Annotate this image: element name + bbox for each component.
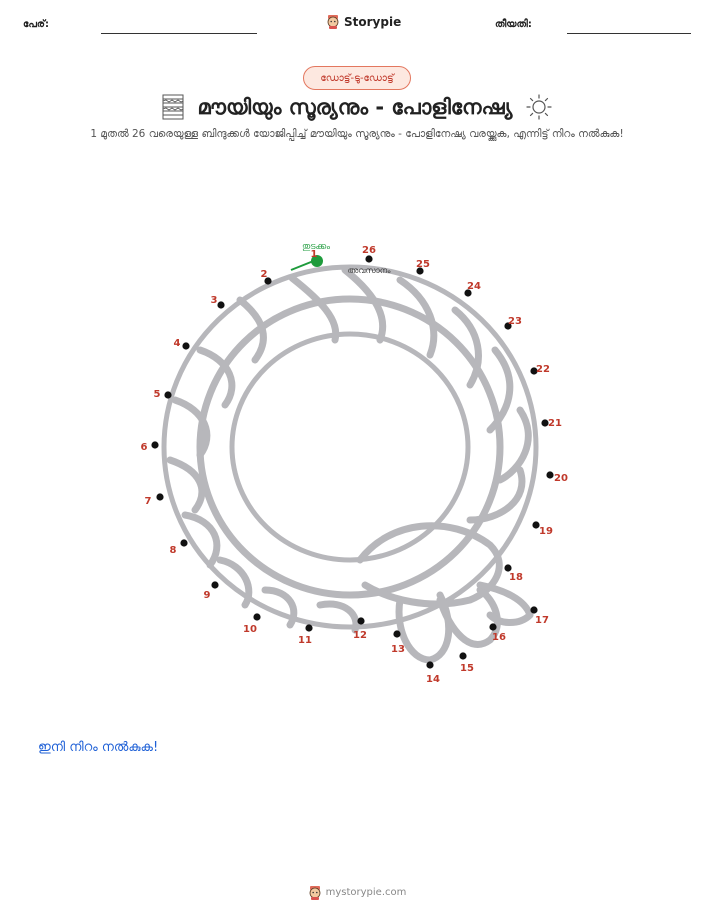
dot-number-24: 24 bbox=[467, 281, 481, 292]
color-prompt: ഇനി നിറം നൽകുക! bbox=[38, 740, 159, 755]
dot-number-26: 26 bbox=[362, 245, 376, 256]
dot-4[interactable] bbox=[182, 342, 189, 349]
dot-26[interactable] bbox=[365, 255, 372, 262]
storypie-mascot-icon bbox=[308, 885, 322, 900]
dot-17[interactable] bbox=[530, 606, 537, 613]
dot-number-9: 9 bbox=[203, 590, 211, 601]
dot-number-22: 22 bbox=[536, 364, 550, 375]
dot-number-20: 20 bbox=[554, 473, 568, 484]
dot-number-11: 11 bbox=[298, 635, 312, 646]
dot-number-4: 4 bbox=[173, 338, 181, 349]
footer-url[interactable]: mystorypie.com bbox=[325, 887, 407, 898]
dot-number-7: 7 bbox=[144, 496, 152, 507]
footer bbox=[0, 885, 714, 900]
dot-number-23: 23 bbox=[508, 316, 522, 327]
dot-12[interactable] bbox=[357, 617, 364, 624]
dot-13[interactable] bbox=[393, 630, 400, 637]
dot-16[interactable] bbox=[489, 623, 496, 630]
dot-number-21: 21 bbox=[548, 418, 562, 429]
dot-number-16: 16 bbox=[492, 632, 506, 643]
dot-3[interactable] bbox=[217, 301, 224, 308]
activity-type-badge: ഡോട്ട്-ടു-ഡോട്ട് bbox=[303, 66, 411, 90]
dot-5[interactable] bbox=[164, 391, 171, 398]
dot-number-10: 10 bbox=[243, 624, 257, 635]
dot-number-25: 25 bbox=[416, 259, 430, 270]
rope-wreath-artwork bbox=[164, 267, 536, 660]
dot-14[interactable] bbox=[426, 661, 433, 668]
dot-number-13: 13 bbox=[391, 644, 405, 655]
dot-number-5: 5 bbox=[153, 389, 161, 400]
dot-9[interactable] bbox=[211, 581, 218, 588]
page-title: മൗയിയും സൂര്യനും - പോളിനേഷ്യ bbox=[197, 94, 513, 119]
dot-7[interactable] bbox=[156, 493, 163, 500]
dot-10[interactable] bbox=[253, 613, 260, 620]
dot-8[interactable] bbox=[180, 539, 187, 546]
dot-number-17: 17 bbox=[535, 615, 549, 626]
dot-number-15: 15 bbox=[460, 663, 474, 674]
date-label: തീയതി: bbox=[495, 19, 532, 30]
dot-18[interactable] bbox=[504, 564, 511, 571]
dot-20[interactable] bbox=[546, 471, 553, 478]
end-label: അവസാനം bbox=[347, 266, 391, 275]
dot-number-6: 6 bbox=[140, 442, 148, 453]
dot-number-3: 3 bbox=[210, 295, 218, 306]
dot-11[interactable] bbox=[305, 624, 312, 631]
dot-number-2: 2 bbox=[260, 269, 268, 280]
name-label: പേര്: bbox=[23, 19, 49, 30]
start-label: തുടക്കം bbox=[301, 242, 331, 252]
dot-number-8: 8 bbox=[169, 545, 177, 556]
dot-6[interactable] bbox=[151, 441, 158, 448]
dot-15[interactable] bbox=[459, 652, 466, 659]
instructions: 1 മുതൽ 26 വരെയുള്ള ബിന്ദുക്കൾ യോജിപ്പിച്ച് മൗയിയും സൂര്യനും - പോളിനേഷ്യ വരയ്ക്കുക, എന്നിട്ട് നിറം നൽകുക! bbox=[90, 128, 624, 140]
dot-number-14: 14 bbox=[426, 674, 440, 685]
dot-number-12: 12 bbox=[353, 630, 367, 641]
dot-number-18: 18 bbox=[509, 572, 523, 583]
dot-number-1: 1 bbox=[310, 249, 318, 260]
dot-number-19: 19 bbox=[539, 526, 553, 537]
brand-name: Storypie bbox=[344, 14, 402, 29]
